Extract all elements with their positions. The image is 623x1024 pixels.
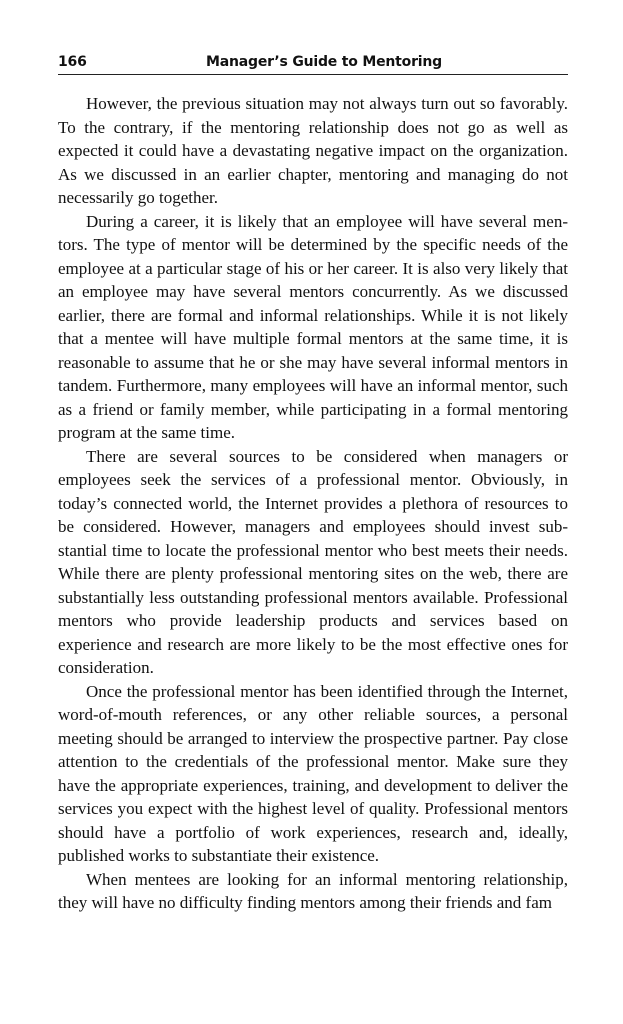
page-header — [58, 54, 568, 75]
page-number: 166 — [58, 54, 87, 70]
running-title: Manager’s Guide to Mentoring — [206, 54, 442, 70]
paragraph-4: Once the professional mentor has been identified through the Internet, word-of-mouth references, or any other reliable sources, a personal meeting should be arranged to interview the prospective partner. Pay close attention to the credentials of the professional mentor. Make sure they have the appropriate experiences, training, and development to deliver the services you expect with the highest level of quality. Professional mentors should have a portfolio of work experiences, research and, ideally, published works to substantiate their existence. — [58, 681, 568, 865]
paragraph-1: However, the previous situation may not always turn out so favorably. To the contrary, if the mentoring relationship does not go as well as expected it could have a devastating negative impact on the organization. As we discussed in an earlier chapter, mentoring and managing do not necessarily go together. — [58, 94, 568, 207]
body-text — [58, 92, 568, 915]
paragraph-2: During a career, it is likely that an employee will have several mentors. The type of mentor will be determined by the specific needs of the employee at a particular stage of his or her career. It is also very likely that an employee may have several mentors concurrently. As we discussed earlier, there are formal and informal relationships. While it is not likely that a mentee will have multiple formal mentors at the same time, it is reasonable to assume that he or she may have several informal mentors in tandem. Furthermore, many employees will have an informal mentor, such as a friend or family member, while participating in a formal mentoring program at the same time. — [58, 211, 568, 442]
book-page — [58, 54, 568, 915]
paragraph-3: There are several sources to be considered when managers or employees seek the services of a professional mentor. Obviously, in today’s connected world, the Internet provides a plethora of resources to be considered. However, managers and employees should invest substantial time to locate the professional mentor who best meets their needs. While there are plenty professional mentoring sites on the web, there are substantially less outstanding professional mentors available. Professional mentors who provide leadership products and services based on experience and research are more likely to be the most effective ones for consideration. — [58, 446, 568, 677]
paragraph-5: When mentees are looking for an informal mentoring relationship, they will have no difficulty finding mentors among their friends and fam — [58, 869, 568, 912]
